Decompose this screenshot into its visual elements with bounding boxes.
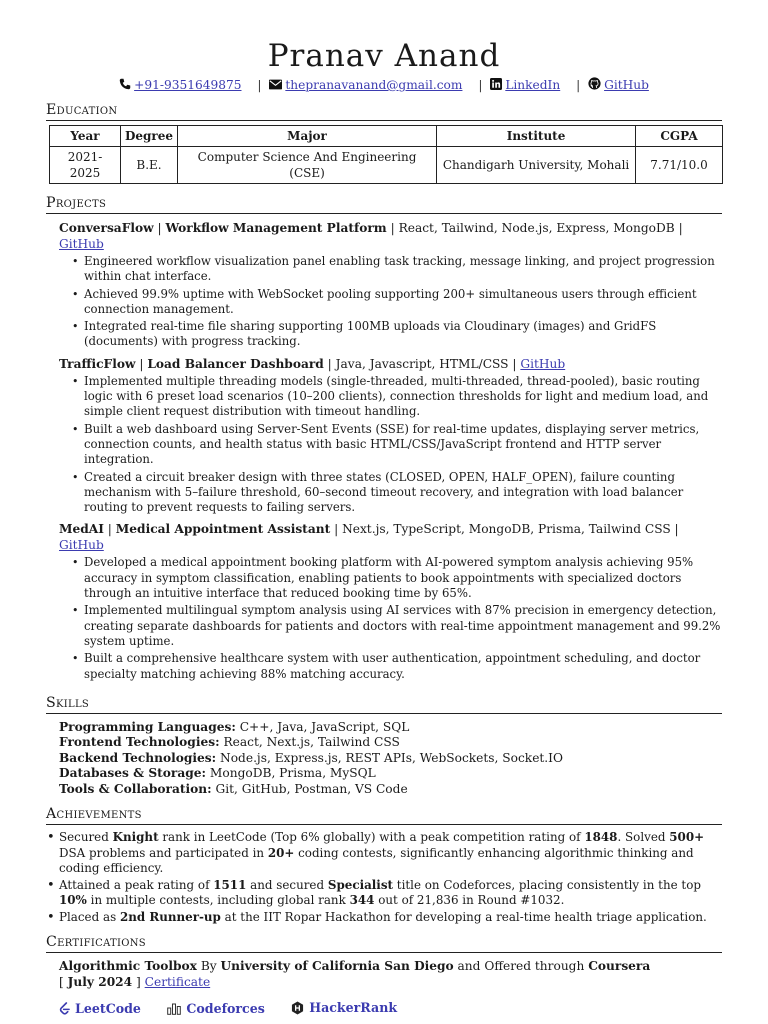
list-item: • Created a circuit breaker design with three states (CLOSED, OPEN, HALF_OPEN), failure counting mechanism with 5–failure threshold, 60–second timeout recovery, and integration with load balancer routing to prevent requests to failing servers. xyxy=(84,470,722,516)
project-github-link[interactable]: GitHub xyxy=(59,538,104,553)
col-year: Year xyxy=(50,126,121,147)
skill-label: Tools & Collaboration: xyxy=(59,781,212,796)
cert-course: Algorithmic Toolbox xyxy=(59,959,197,974)
project-heading-medai: MedAI | Medical Appointment Assistant | Next.js, TypeScript, MongoDB, Prisma, Tailwind CSS | GitHub xyxy=(59,522,679,553)
leetcode-profile-link[interactable] xyxy=(59,1001,141,1016)
project-subtitle: Workflow Management Platform xyxy=(165,221,387,235)
project-stack: Java, Javascript, HTML/CSS xyxy=(335,356,509,371)
section-projects-title: Projects xyxy=(46,194,722,214)
linkedin-link[interactable]: LinkedIn xyxy=(505,78,561,92)
col-major: Major xyxy=(178,126,437,147)
coding-profiles xyxy=(59,1000,722,1018)
hackerrank-label: HackerRank xyxy=(309,1000,398,1016)
project-bullets-medai xyxy=(46,555,722,681)
edu-major: Computer Science And Engineering (CSE) xyxy=(178,147,437,184)
codeforces-profile-link[interactable] xyxy=(167,1001,264,1016)
list-item: • Developed a medical appointment booking platform with AI-powered symptom analysis achieving 95% accuracy in symptom classification, enabling patients to book appointments with specialized doctors through an intuitive interface that reduced booking time by 65%. xyxy=(84,555,722,601)
list-item: • Placed as 2nd Runner-up at the IIT Ropar Hackathon for developing a real-time health triage application. xyxy=(59,910,722,926)
achievements-list xyxy=(46,830,722,925)
project-subtitle: Load Balancer Dashboard xyxy=(147,356,324,371)
edu-year: 2021-2025 xyxy=(50,147,121,184)
section-achievements-title: Achievements xyxy=(46,805,722,825)
skill-label: Databases & Storage: xyxy=(59,766,207,781)
project-github-link[interactable]: GitHub xyxy=(59,237,104,251)
col-institute: Institute xyxy=(437,126,636,147)
leetcode-icon xyxy=(59,1002,70,1015)
linkedin-icon xyxy=(490,78,502,95)
section-certifications-title: Certifications xyxy=(46,933,722,953)
skill-row xyxy=(59,782,722,798)
certification-entry: Algorithmic Toolbox By University of California San Diego and Offered through Coursera [ July 2024 ] Certificate xyxy=(59,959,651,990)
project-bullets-trafficflow xyxy=(46,374,722,516)
skills-list xyxy=(59,720,722,798)
project-heading-conversaflow: ConversaFlow | Workflow Management Platform | React, Tailwind, Node.js, Express, MongoDB | GitHub xyxy=(59,221,683,251)
col-degree: Degree xyxy=(121,126,178,147)
phone-icon xyxy=(119,78,131,95)
candidate-name: Pranav Anand xyxy=(267,38,501,74)
education-table xyxy=(49,125,723,184)
project-name: ConversaFlow xyxy=(59,221,154,235)
codeforces-icon xyxy=(167,1003,181,1015)
list-item: • Secured Knight rank in LeetCode (Top 6% globally) with a peak competition rating of 1848. Solved 500+ DSA problems and participated in 20+ coding contests, significantly enhancing algorithmic thinking and coding efficiency. xyxy=(59,830,722,877)
list-item: • Integrated real-time file sharing supporting 100MB uploads via Cloudinary (images) and GridFS (documents) with progress tracking. xyxy=(84,319,722,350)
envelope-icon xyxy=(269,78,282,95)
skill-value: Git, GitHub, Postman, VS Code xyxy=(215,781,408,796)
project-name: MedAI xyxy=(59,522,104,537)
skill-value: Node.js, Express.js, REST APIs, WebSockets, Socket.IO xyxy=(220,750,563,765)
edu-degree: B.E. xyxy=(121,147,178,184)
project-heading-trafficflow: TrafficFlow | Load Balancer Dashboard | Java, Javascript, HTML/CSS | GitHub xyxy=(59,356,566,371)
cert-date: July 2024 xyxy=(67,975,133,990)
list-item: • Engineered workflow visualization panel enabling task tracking, message linking, and project progression within chat interface. xyxy=(84,254,722,285)
cert-university: University of California San Diego xyxy=(220,959,454,974)
hackerrank-profile-link[interactable] xyxy=(291,1000,397,1015)
skill-row xyxy=(59,766,722,782)
phone-link[interactable]: +91-9351649875 xyxy=(134,78,242,92)
skill-label: Frontend Technologies: xyxy=(59,735,220,750)
skill-row xyxy=(59,720,722,736)
project-stack: Next.js, TypeScript, MongoDB, Prisma, Tailwind CSS xyxy=(342,522,671,537)
skill-value: React, Next.js, Tailwind CSS xyxy=(223,735,400,750)
section-education-title: Education xyxy=(46,101,722,121)
hackerrank-icon xyxy=(291,1001,304,1015)
skill-value: MongoDB, Prisma, MySQL xyxy=(209,766,376,781)
list-item: • Built a comprehensive healthcare system with user authentication, appointment scheduling, and doctor specialty matching achieving 88% matching accuracy. xyxy=(84,651,722,682)
project-name: TrafficFlow xyxy=(59,356,136,371)
col-cgpa: CGPA xyxy=(636,126,723,147)
skill-label: Backend Technologies: xyxy=(59,750,217,765)
project-bullets-conversaflow xyxy=(46,254,722,350)
email-link[interactable]: thepranavanand@gmail.com xyxy=(285,78,463,92)
education-header-row xyxy=(50,126,723,147)
list-item: • Achieved 99.9% uptime with WebSocket pooling supporting 200+ simultaneous users through efficient connection management. xyxy=(84,287,722,318)
certificate-link[interactable]: Certificate xyxy=(144,975,211,990)
list-item: • Implemented multilingual symptom analysis using AI services with 87% precision in emergency detection, creating separate dashboards for patients and doctors with real-time appointment management and 99.2% system uptime. xyxy=(84,603,722,649)
skill-value: C++, Java, JavaScript, SQL xyxy=(239,719,410,734)
edu-cgpa: 7.71/10.0 xyxy=(636,147,723,184)
section-skills-title: Skills xyxy=(46,694,722,714)
list-item: • Implemented multiple threading models (single-threaded, multi-threaded, thread-pooled), basic routing logic with 6 preset load scenarios (10–200 clients), connection thresholds for light and medium load, and simple client request distribution with timeout handling. xyxy=(84,374,722,420)
list-item: • Built a web dashboard using Server-Sent Events (SSE) for real-time updates, displaying server metrics, connection counts, and health status with basic HTML/CSS/JavaScript frontend and HTTP server integration. xyxy=(84,422,722,468)
skill-row xyxy=(59,735,722,751)
project-stack: React, Tailwind, Node.js, Express, MongoDB xyxy=(398,221,675,235)
list-item: • Attained a peak rating of 1511 and secured Specialist title on Codeforces, placing consistently in the top 10% in multiple contests, including global rank 344 out of 21,836 in Round #1032. xyxy=(59,878,722,909)
project-github-link[interactable]: GitHub xyxy=(520,356,566,371)
education-row xyxy=(50,147,723,184)
edu-institute: Chandigarh University, Mohali xyxy=(437,147,636,184)
leetcode-label: LeetCode xyxy=(75,1000,141,1016)
github-link[interactable]: GitHub xyxy=(604,78,649,92)
cert-platform: Coursera xyxy=(588,959,651,974)
skill-label: Programming Languages: xyxy=(59,719,236,734)
contact-bar: +91-9351649875 | thepranavanand@gmail.com | LinkedIn | GitHub xyxy=(46,77,722,95)
project-subtitle: Medical Appointment Assistant xyxy=(115,522,331,537)
codeforces-label: Codeforces xyxy=(186,1001,265,1017)
skill-row xyxy=(59,751,722,767)
github-icon xyxy=(588,77,601,95)
